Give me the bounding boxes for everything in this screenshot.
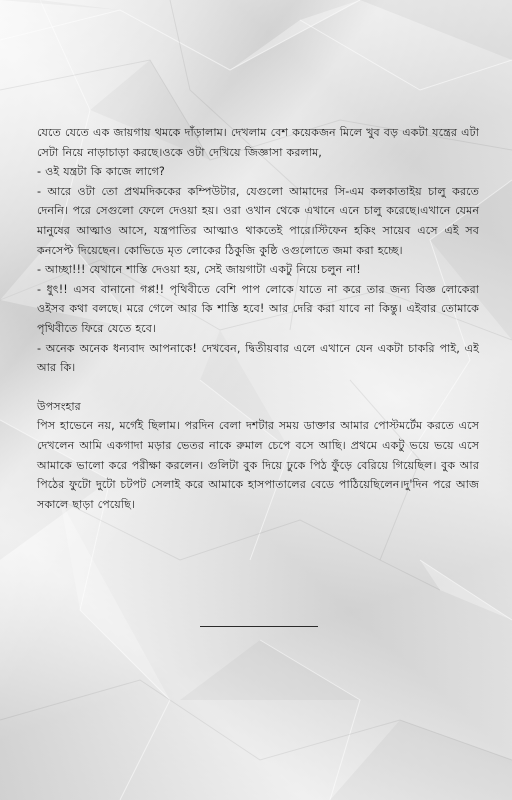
dialogue-line: - ধুৎ!! এসব বানানো গপ্প!! পৃথিবীতে বেশি পাপ লোকে যাতে না করে তার জন্য বিজ্ঞ লোকেরা ওইসব কথা বলছে। মরে গেলে আর কি শাস্তি হবে! আর দেরি করা যাবে না কিন্তু। এইবার তোমাকে পৃথিবীতে ফিরে যেতে হবে।	[37, 282, 479, 335]
dialogue-line: - আরে ওটা তো প্রথমদিককের কম্পিউটার, যেগুলো আমাদের সি-এম কলকাতাইয় চালু করতে দেননি। পরে সেগুলো ফেলে দেওয়া হয়। ওরা ওখান থেকে এখানে এনে চালু করেছে।এখানে যেমন মানুষের আত্মাও আসে, যন্ত্রপাতির আত্মাও থাকতেই পারে।স্টিফেন হকিং সায়েব এসে এই সব কনসেপ্ট দিয়েছেন। কোভিডে মৃত লোকের ঠিকুজি কুষ্ঠি ওগুলোতে জমা করা হচ্ছে।	[37, 184, 479, 257]
dialogue-line: - ওই যন্ত্রটা কি কাজে লাগে?	[37, 165, 165, 179]
story-body	[37, 123, 479, 514]
section-spacer	[37, 378, 479, 397]
dialogue-line: - আচ্ছা!!! যেখানে শাস্তি দেওয়া হয়, সেই জায়গাটা একটু নিয়ে চলুন না!	[37, 263, 361, 277]
epilogue-heading: উপসংহার	[37, 399, 81, 413]
story-paragraph: যেতে যেতে এক জায়গায় থমকে দাঁড়ালাম। দেখলাম বেশ কয়েকজন মিলে খুব বড় একটা যন্ত্রের এটা সেটা নিয়ে নাড়াচাড়া করছে।ওকে ওটা দেখিয়ে জিজ্ঞাসা করলাম,	[37, 126, 479, 159]
dialogue-line: - অনেক অনেক ধন্যবাদ আপনাকে! দেখবেন, দ্বিতীয়বার এলে এখানে যেন একটা চাকরি পাই, এই আর কি।	[37, 341, 479, 375]
end-divider-line	[200, 626, 318, 627]
epilogue-paragraph: পিস হাভেনে নয়, মর্গেই ছিলাম। পরদিন বেলা দশটার সময় ডাক্তার আমার পোস্টমর্টেম করতে এসে দেখলেন আমি একগাদা মড়ার ভেতর নাকে রুমাল চেপে বসে আছি। প্রথমে একটু ভয়ে ভয়ে এসে আমাকে ভালো করে পরীক্ষা করলেন। গুলিটা বুক দিয়ে ঢুকে পিঠ ফুঁড়ে বেরিয়ে গিয়েছিল। বুক আর পিঠের ফুটো দুটো চটপট সেলাই করে আমাকে হাসপাতালের বেডে পাঠিয়েছিলেন।দু'দিন পরে আজ সকালে ছাড়া পেয়েছি।	[37, 419, 479, 511]
